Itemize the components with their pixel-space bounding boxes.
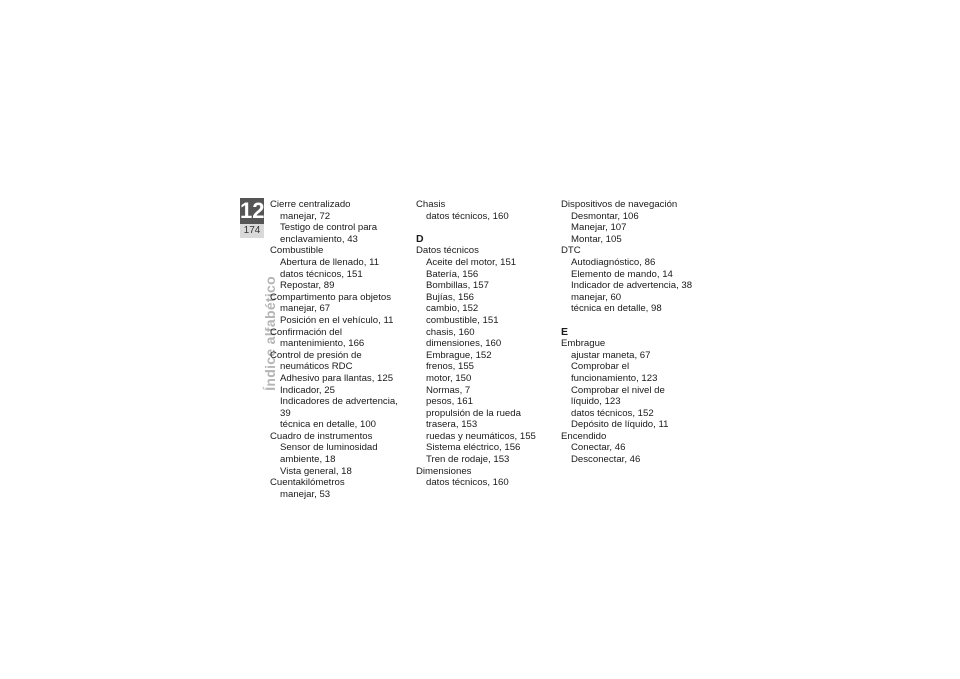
index-subentry: datos técnicos, 152 bbox=[571, 407, 654, 419]
index-entry bbox=[561, 431, 701, 466]
index-subentry: Testigo de control para bbox=[280, 222, 378, 234]
index-column-2 bbox=[416, 199, 556, 489]
page-number: 174 bbox=[240, 224, 264, 238]
index-subentry: Repostar, 89 bbox=[280, 280, 335, 292]
index-entry bbox=[270, 431, 410, 477]
index-subentry: ajustar maneta, 67 bbox=[571, 349, 651, 361]
index-subentry: Elemento de mando, 14 bbox=[571, 268, 673, 280]
index-subentry: manejar, 67 bbox=[280, 303, 331, 315]
index-subentry: Comprobar el nivel de bbox=[571, 384, 665, 396]
index-column-1 bbox=[270, 199, 410, 500]
index-entry bbox=[270, 199, 410, 245]
index-subentry: datos técnicos, 151 bbox=[280, 268, 363, 280]
index-term: Datos técnicos bbox=[416, 245, 479, 257]
index-term: Cierre centralizado bbox=[270, 199, 351, 210]
index-subentry: motor, 150 bbox=[426, 372, 472, 384]
index-subentry: Indicadores de advertencia, 39 bbox=[280, 396, 398, 419]
index-subentry: chasis, 160 bbox=[426, 326, 475, 338]
index-subentry: manejar, 72 bbox=[280, 210, 331, 222]
index-subentry: trasera, 153 bbox=[426, 419, 478, 431]
index-term: Chasis bbox=[416, 199, 446, 210]
index-entry bbox=[270, 477, 410, 500]
index-entry bbox=[416, 245, 556, 465]
index-entry bbox=[561, 245, 701, 315]
index-term: Dispositivos de navegación bbox=[561, 199, 678, 210]
index-entry bbox=[416, 466, 556, 489]
index-term: Confirmación del bbox=[270, 326, 342, 338]
index-subentry: manejar, 60 bbox=[571, 291, 622, 303]
index-term: Control de presión de bbox=[270, 349, 362, 361]
index-entry bbox=[416, 199, 556, 222]
index-subentry: Tren de rodaje, 153 bbox=[426, 454, 510, 466]
index-subentry: pesos, 161 bbox=[426, 396, 473, 408]
index-subentry: Autodiagnóstico, 86 bbox=[571, 256, 656, 268]
index-entry bbox=[561, 199, 701, 245]
index-entry bbox=[561, 338, 701, 431]
index-subentry: funcionamiento, 123 bbox=[571, 372, 658, 384]
index-subentry: cambio, 152 bbox=[426, 303, 479, 315]
index-subentry: datos técnicos, 160 bbox=[426, 210, 509, 222]
index-term: Cuadro de instrumentos bbox=[270, 430, 373, 442]
index-subentry: Sistema eléctrico, 156 bbox=[426, 442, 521, 454]
index-subentry: Montar, 105 bbox=[571, 233, 622, 245]
section-letter: E bbox=[561, 325, 569, 338]
index-term: Embrague bbox=[561, 338, 606, 350]
index-subentry: Adhesivo para llantas, 125 bbox=[280, 372, 394, 384]
index-subentry: Manejar, 107 bbox=[571, 222, 627, 234]
index-subentry: neumáticos RDC bbox=[280, 361, 353, 373]
index-subentry: Bombillas, 157 bbox=[426, 280, 489, 292]
index-subentry: Abertura de llenado, 11 bbox=[280, 256, 380, 268]
index-subentry: Aceite del motor, 151 bbox=[426, 256, 517, 268]
index-entry bbox=[270, 350, 410, 431]
index-entry bbox=[270, 327, 410, 350]
index-subentry: ruedas y neumáticos, 155 bbox=[426, 430, 536, 442]
index-term: Combustible bbox=[270, 245, 324, 257]
index-subentry: Indicador, 25 bbox=[280, 384, 335, 396]
index-subentry: Conectar, 46 bbox=[571, 442, 626, 454]
index-column-3 bbox=[561, 199, 701, 466]
index-term: DTC bbox=[561, 245, 581, 257]
index-subentry: dimensiones, 160 bbox=[426, 338, 502, 350]
index-term: Cuentakilómetros bbox=[270, 477, 345, 489]
index-entry bbox=[270, 292, 410, 327]
index-subentry: enclavamiento, 43 bbox=[280, 233, 358, 245]
index-subentry: Sensor de luminosidad bbox=[280, 442, 378, 454]
index-subentry: Depósito de líquido, 11 bbox=[571, 419, 669, 431]
index-subentry: propulsión de la rueda bbox=[426, 407, 521, 419]
index-subentry: técnica en detalle, 98 bbox=[571, 303, 662, 315]
index-subentry: ambiente, 18 bbox=[280, 454, 336, 466]
index-term: Dimensiones bbox=[416, 465, 472, 477]
index-subentry: Normas, 7 bbox=[426, 384, 471, 396]
section-letter: D bbox=[416, 232, 424, 245]
index-entry bbox=[270, 245, 410, 291]
index-term: Encendido bbox=[561, 430, 607, 442]
index-subentry: Posición en el vehículo, 11 bbox=[280, 314, 394, 326]
index-subentry: líquido, 123 bbox=[571, 396, 621, 408]
index-subentry: Bujías, 156 bbox=[426, 291, 475, 303]
chapter-tab bbox=[240, 198, 264, 238]
section-title-vertical: Índice alfabético bbox=[262, 276, 278, 391]
index-subentry: manejar, 53 bbox=[280, 488, 331, 500]
index-subentry: combustible, 151 bbox=[426, 314, 499, 326]
index-subentry: Vista general, 18 bbox=[280, 465, 352, 477]
index-subentry: técnica en detalle, 100 bbox=[280, 419, 377, 431]
index-subentry: frenos, 155 bbox=[426, 361, 475, 373]
chapter-number: 12 bbox=[240, 198, 265, 223]
index-subentry: Indicador de advertencia, 38 bbox=[571, 280, 693, 292]
index-term: Compartimento para objetos bbox=[270, 291, 392, 303]
index-subentry: Comprobar el bbox=[571, 361, 630, 373]
index-subentry: mantenimiento, 166 bbox=[280, 338, 365, 350]
index-subentry: Batería, 156 bbox=[426, 268, 479, 280]
index-subentry: Embrague, 152 bbox=[426, 349, 492, 361]
index-subentry: Desmontar, 106 bbox=[571, 210, 639, 222]
index-subentry: datos técnicos, 160 bbox=[426, 477, 509, 489]
index-subentry: Desconectar, 46 bbox=[571, 454, 641, 466]
